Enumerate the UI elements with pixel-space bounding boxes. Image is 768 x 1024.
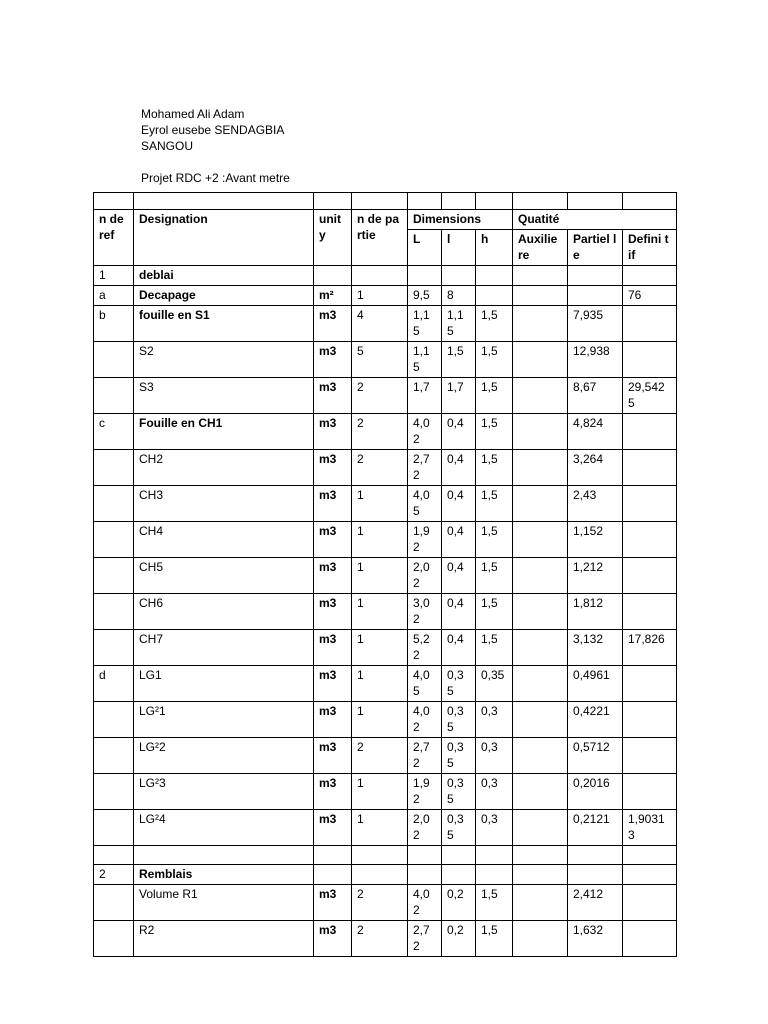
cell-ref — [94, 486, 134, 522]
cell-unit: m3 — [314, 342, 352, 378]
table-row — [94, 921, 677, 957]
cell-height: 1,5 — [476, 522, 513, 558]
cell-unit: m3 — [314, 810, 352, 846]
cell-width: 0,2 — [442, 921, 476, 957]
cell-width: 0,35 — [442, 738, 476, 774]
cell-auxiliary — [513, 666, 568, 702]
cell-unit: m3 — [314, 738, 352, 774]
cell-parts: 1 — [352, 558, 408, 594]
cell-ref: b — [94, 306, 134, 342]
cell-width: 1,5 — [442, 342, 476, 378]
cell-height: 1,5 — [476, 342, 513, 378]
cell-partial: 7,935 — [568, 306, 623, 342]
cell-designation: CH6 — [134, 594, 314, 630]
cell-auxiliary — [513, 306, 568, 342]
cell-auxiliary — [513, 630, 568, 666]
cell-length: 4,05 — [408, 486, 442, 522]
cell-unit: m3 — [314, 414, 352, 450]
table-row — [94, 306, 677, 342]
cell-partial: 1,632 — [568, 921, 623, 957]
cell-ref — [94, 342, 134, 378]
project-title: Projet RDC +2 :Avant metre — [141, 171, 290, 185]
cell-ref: c — [94, 414, 134, 450]
cell-final: 76 — [623, 286, 677, 306]
cell-designation: S2 — [134, 342, 314, 378]
cell-height — [476, 846, 513, 865]
cell-parts: 1 — [352, 666, 408, 702]
cell-auxiliary — [513, 865, 568, 885]
cell-designation: CH5 — [134, 558, 314, 594]
cell-parts: 4 — [352, 306, 408, 342]
cell-height: 1,5 — [476, 594, 513, 630]
table-row — [94, 414, 677, 450]
cell-unit: m3 — [314, 558, 352, 594]
cell-ref: 2 — [94, 865, 134, 885]
cell-parts: 2 — [352, 885, 408, 921]
header-dimensions: Dimensions — [408, 210, 513, 230]
cell-final — [623, 414, 677, 450]
cell-final — [623, 486, 677, 522]
cell-parts: 1 — [352, 810, 408, 846]
cell-length: 1,92 — [408, 774, 442, 810]
header-length: L — [408, 230, 442, 266]
cell-designation: CH4 — [134, 522, 314, 558]
table-row — [94, 342, 677, 378]
cell-width: 0,4 — [442, 450, 476, 486]
cell-designation: CH3 — [134, 486, 314, 522]
cell-final — [623, 666, 677, 702]
cell-partial: 0,5712 — [568, 738, 623, 774]
cell-ref — [94, 378, 134, 414]
cell-designation: Fouille en CH1 — [134, 414, 314, 450]
cell-designation: Remblais — [134, 865, 314, 885]
cell-width: 0,4 — [442, 594, 476, 630]
cell-partial: 12,938 — [568, 342, 623, 378]
cell-length: 2,72 — [408, 921, 442, 957]
cell-ref: a — [94, 286, 134, 306]
cell-partial: 8,67 — [568, 378, 623, 414]
cell-parts — [352, 846, 408, 865]
cell-parts: 1 — [352, 702, 408, 738]
cell-designation: LG1 — [134, 666, 314, 702]
cell-unit — [314, 846, 352, 865]
cell-final — [623, 594, 677, 630]
table-row — [94, 885, 677, 921]
cell-unit: m3 — [314, 522, 352, 558]
cell-height: 1,5 — [476, 630, 513, 666]
cell-partial: 0,2121 — [568, 810, 623, 846]
cell-ref — [94, 630, 134, 666]
document-header — [141, 106, 290, 186]
cell-height — [476, 865, 513, 885]
cell-final: 17,826 — [623, 630, 677, 666]
author-name: Eyrol eusebe SENDAGBIA — [141, 123, 285, 137]
cell-width: 0,35 — [442, 810, 476, 846]
cell-ref — [94, 522, 134, 558]
cell-width: 0,35 — [442, 666, 476, 702]
table-row — [94, 522, 677, 558]
cell-designation: Decapage — [134, 286, 314, 306]
cell-unit: m3 — [314, 594, 352, 630]
cell-final — [623, 846, 677, 865]
cell-final — [623, 558, 677, 594]
cell-final — [623, 522, 677, 558]
cell-height: 0,3 — [476, 810, 513, 846]
cell-width: 8 — [442, 286, 476, 306]
cell-designation: LG²4 — [134, 810, 314, 846]
cell-parts: 2 — [352, 414, 408, 450]
cell-height — [476, 286, 513, 306]
cell-unit: m3 — [314, 630, 352, 666]
cell-width: 0,4 — [442, 486, 476, 522]
cell-height: 1,5 — [476, 558, 513, 594]
cell-length — [408, 846, 442, 865]
cell-final — [623, 450, 677, 486]
cell-parts: 1 — [352, 486, 408, 522]
author-name: Mohamed Ali Adam — [141, 107, 245, 121]
cell-length — [408, 865, 442, 885]
cell-final — [623, 702, 677, 738]
cell-partial — [568, 266, 623, 286]
header-width: l — [442, 230, 476, 266]
cell-designation — [134, 846, 314, 865]
header-quantity: Quatité — [513, 210, 677, 230]
cell-parts: 1 — [352, 286, 408, 306]
cell-length: 2,72 — [408, 738, 442, 774]
cell-height: 0,3 — [476, 738, 513, 774]
cell-final — [623, 921, 677, 957]
cell-unit — [314, 865, 352, 885]
cell-partial: 0,4961 — [568, 666, 623, 702]
cell-ref: d — [94, 666, 134, 702]
cell-designation: LG²3 — [134, 774, 314, 810]
cell-width: 0,4 — [442, 558, 476, 594]
cell-height: 0,3 — [476, 702, 513, 738]
cell-length: 4,02 — [408, 702, 442, 738]
cell-unit: m3 — [314, 450, 352, 486]
cell-length: 1,7 — [408, 378, 442, 414]
cell-partial: 0,2016 — [568, 774, 623, 810]
cell-auxiliary — [513, 266, 568, 286]
cell-length: 1,15 — [408, 342, 442, 378]
cell-parts: 2 — [352, 738, 408, 774]
cell-width: 1,7 — [442, 378, 476, 414]
cell-auxiliary — [513, 921, 568, 957]
cell-unit: m3 — [314, 486, 352, 522]
cell-length: 3,02 — [408, 594, 442, 630]
cell-auxiliary — [513, 738, 568, 774]
table-row — [94, 486, 677, 522]
cell-final — [623, 774, 677, 810]
table-row — [94, 774, 677, 810]
cell-parts: 2 — [352, 921, 408, 957]
cell-ref — [94, 810, 134, 846]
cell-ref: 1 — [94, 266, 134, 286]
table-header-row — [94, 210, 677, 230]
table-row — [94, 865, 677, 885]
cell-width — [442, 266, 476, 286]
cell-designation: Volume R1 — [134, 885, 314, 921]
cell-final — [623, 738, 677, 774]
cell-auxiliary — [513, 450, 568, 486]
table-row — [94, 450, 677, 486]
cell-auxiliary — [513, 810, 568, 846]
cell-unit: m3 — [314, 885, 352, 921]
cell-parts: 1 — [352, 522, 408, 558]
cell-auxiliary — [513, 702, 568, 738]
cell-height: 1,5 — [476, 450, 513, 486]
cell-partial — [568, 286, 623, 306]
cell-unit: m² — [314, 286, 352, 306]
cell-ref — [94, 774, 134, 810]
cell-auxiliary — [513, 594, 568, 630]
cell-partial: 0,4221 — [568, 702, 623, 738]
cell-length: 2,02 — [408, 558, 442, 594]
cell-ref — [94, 846, 134, 865]
cell-final — [623, 865, 677, 885]
cell-parts: 1 — [352, 774, 408, 810]
cell-ref — [94, 738, 134, 774]
cell-parts: 5 — [352, 342, 408, 378]
cell-height: 0,3 — [476, 774, 513, 810]
cell-designation: LG²1 — [134, 702, 314, 738]
cell-auxiliary — [513, 885, 568, 921]
cell-ref — [94, 558, 134, 594]
cell-designation: deblai — [134, 266, 314, 286]
table-row — [94, 846, 677, 865]
cell-parts — [352, 266, 408, 286]
cell-length: 1,15 — [408, 306, 442, 342]
table-row — [94, 594, 677, 630]
cell-height — [476, 266, 513, 286]
cell-width: 0,35 — [442, 702, 476, 738]
cell-parts — [352, 865, 408, 885]
cell-width: 0,4 — [442, 630, 476, 666]
cell-length: 2,72 — [408, 450, 442, 486]
table-row — [94, 630, 677, 666]
table-row — [94, 266, 677, 286]
cell-length: 4,05 — [408, 666, 442, 702]
cell-ref — [94, 921, 134, 957]
cell-length: 9,5 — [408, 286, 442, 306]
table-row — [94, 738, 677, 774]
cell-auxiliary — [513, 774, 568, 810]
cell-auxiliary — [513, 522, 568, 558]
table-row — [94, 666, 677, 702]
cell-height: 1,5 — [476, 921, 513, 957]
cell-partial — [568, 865, 623, 885]
header-parts: n de partie — [352, 210, 408, 266]
cell-length: 2,02 — [408, 810, 442, 846]
cell-designation: CH7 — [134, 630, 314, 666]
cell-unit: m3 — [314, 378, 352, 414]
table-row — [94, 558, 677, 594]
cell-partial: 1,152 — [568, 522, 623, 558]
cell-width: 1,15 — [442, 306, 476, 342]
cell-ref — [94, 702, 134, 738]
cell-height: 1,5 — [476, 885, 513, 921]
cell-auxiliary — [513, 286, 568, 306]
cell-partial: 1,812 — [568, 594, 623, 630]
cell-length: 4,02 — [408, 414, 442, 450]
cell-final — [623, 885, 677, 921]
header-final: Defini tif — [623, 230, 677, 266]
cell-width: 0,4 — [442, 414, 476, 450]
cell-auxiliary — [513, 558, 568, 594]
cell-unit: m3 — [314, 921, 352, 957]
cell-unit: m3 — [314, 774, 352, 810]
cell-parts: 2 — [352, 450, 408, 486]
cell-auxiliary — [513, 378, 568, 414]
cell-auxiliary — [513, 486, 568, 522]
cell-width: 0,4 — [442, 522, 476, 558]
cell-partial — [568, 846, 623, 865]
header-unit: unit y — [314, 210, 352, 266]
cell-parts: 1 — [352, 630, 408, 666]
header-auxiliary: Auxilie re — [513, 230, 568, 266]
cell-partial: 4,824 — [568, 414, 623, 450]
cell-partial: 2,412 — [568, 885, 623, 921]
cell-parts: 2 — [352, 378, 408, 414]
cell-height: 1,5 — [476, 378, 513, 414]
cell-final: 29,5425 — [623, 378, 677, 414]
cell-designation: R2 — [134, 921, 314, 957]
table-row — [94, 810, 677, 846]
cell-ref — [94, 594, 134, 630]
cell-ref — [94, 885, 134, 921]
author-name: SANGOU — [141, 139, 194, 153]
cell-ref — [94, 450, 134, 486]
cell-unit: m3 — [314, 702, 352, 738]
cell-width: 0,35 — [442, 774, 476, 810]
cell-final: 1,90313 — [623, 810, 677, 846]
cell-unit: m3 — [314, 306, 352, 342]
header-partial: Partiel le — [568, 230, 623, 266]
table-row — [94, 378, 677, 414]
cell-partial: 1,212 — [568, 558, 623, 594]
header-height: h — [476, 230, 513, 266]
cell-unit — [314, 266, 352, 286]
cell-width: 0,2 — [442, 885, 476, 921]
cell-auxiliary — [513, 414, 568, 450]
cell-partial: 3,132 — [568, 630, 623, 666]
cell-final — [623, 266, 677, 286]
cell-designation: fouille en S1 — [134, 306, 314, 342]
header-ref: n de ref — [94, 210, 134, 266]
cell-partial: 3,264 — [568, 450, 623, 486]
cell-height: 1,5 — [476, 486, 513, 522]
cell-length: 4,02 — [408, 885, 442, 921]
cell-auxiliary — [513, 846, 568, 865]
cell-parts: 1 — [352, 594, 408, 630]
cell-designation: CH2 — [134, 450, 314, 486]
quantity-table — [93, 192, 677, 957]
cell-designation: LG²2 — [134, 738, 314, 774]
table-top-spacer-row — [94, 193, 677, 210]
cell-partial: 2,43 — [568, 486, 623, 522]
table-row — [94, 702, 677, 738]
cell-height: 1,5 — [476, 306, 513, 342]
cell-length: 1,92 — [408, 522, 442, 558]
cell-auxiliary — [513, 342, 568, 378]
cell-length: 5,22 — [408, 630, 442, 666]
cell-width — [442, 865, 476, 885]
cell-unit: m3 — [314, 666, 352, 702]
cell-designation: S3 — [134, 378, 314, 414]
cell-width — [442, 846, 476, 865]
cell-final — [623, 306, 677, 342]
cell-height: 0,35 — [476, 666, 513, 702]
table-body — [94, 193, 677, 957]
cell-height: 1,5 — [476, 414, 513, 450]
header-designation: Designation — [134, 210, 314, 266]
cell-length — [408, 266, 442, 286]
table-row — [94, 286, 677, 306]
cell-final — [623, 342, 677, 378]
